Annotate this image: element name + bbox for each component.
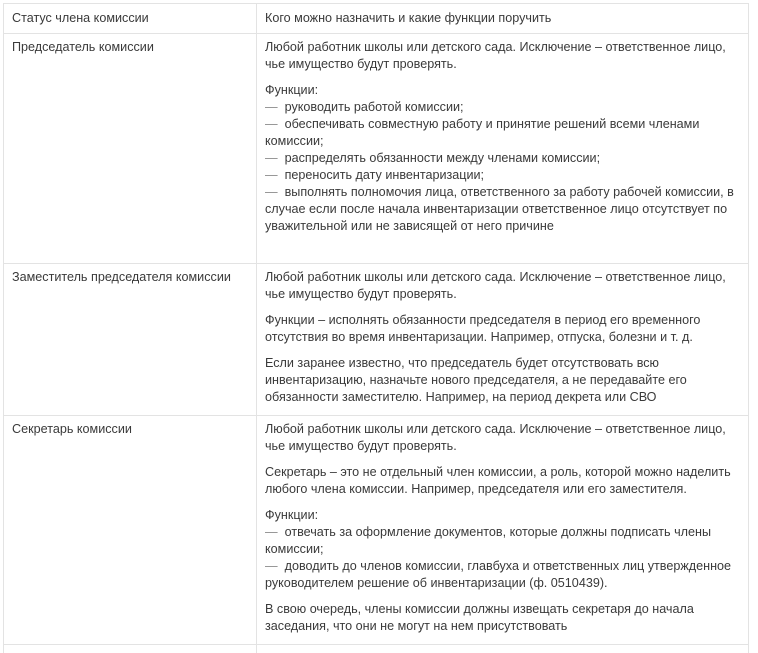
header-row <box>4 4 749 34</box>
status-cell <box>4 416 257 645</box>
table-row <box>4 34 749 264</box>
closing-text: В свою очередь, члены комиссии должны извещать секретаря до начала заседания, что они не могут на нем присутствовать <box>265 601 740 635</box>
eligibility-text: Любой работник школы или детского сада. Исключение – ответственное лицо, чье имущество будут проверять. <box>265 269 740 303</box>
status-cell <box>4 34 257 264</box>
description-cell <box>257 264 749 416</box>
list-item: — доводить до членов комиссии, главбуха и ответственных лиц утвержденное руководителем решение об инвентаризации (ф. 0510439). <box>265 558 740 592</box>
document-page <box>3 3 749 653</box>
functions-text: Функции – исполнять обязанности председателя в период его временного отсутствия во время инвентаризации. Например, отпуска, болезни и т. д. <box>265 312 740 346</box>
list-item: — выполнять полномочия лица, ответственного за работу рабочей комиссии, в случае если после начала инвентаризации ответственное лицо отсутствует по уважительной или не зависящей от него причине <box>265 184 740 235</box>
functions-block <box>265 82 740 235</box>
list-item: — переносить дату инвентаризации; <box>265 167 740 184</box>
column-header-status: Статус члена комиссии <box>4 4 257 34</box>
functions-list <box>265 99 740 235</box>
list-item: — обеспечивать совместную работу и принятие решений всеми членами комиссии; <box>265 116 740 150</box>
table-row <box>4 416 749 645</box>
status-cell <box>4 264 257 416</box>
functions-label: Функции: <box>265 82 740 99</box>
table-row <box>4 264 749 416</box>
status-label: Председатель комиссии <box>12 34 250 56</box>
status-cell <box>4 645 257 653</box>
status-label: Секретарь комиссии <box>12 416 250 438</box>
functions-block <box>265 507 740 592</box>
description-cell <box>257 416 749 645</box>
list-item: — распределять обязанности между членами комиссии; <box>265 150 740 167</box>
column-header-functions: Кого можно назначить и какие функции поручить <box>257 4 749 34</box>
functions-list <box>265 524 740 592</box>
role-text: Секретарь – это не отдельный член комиссии, а роль, которой можно наделить любого члена комиссии. Например, председателя или его заместителя. <box>265 464 740 498</box>
commission-roles-table <box>3 3 749 653</box>
status-label: Заместитель председателя комиссии <box>12 264 250 286</box>
list-item: — руководить работой комиссии; <box>265 99 740 116</box>
eligibility-text: Любой работник школы или детского сада. Исключение – ответственное лицо, чье имущество будут проверять. <box>265 421 740 455</box>
description-cell <box>257 34 749 264</box>
functions-label: Функции: <box>265 507 740 524</box>
description-cell <box>257 645 749 653</box>
note-text: Если заранее известно, что председатель будет отсутствовать всю инвентаризацию, назначьте нового председателя, а не передавайте его обязанности заместителю. Например, на период декрета или СВО <box>265 355 740 406</box>
table-row <box>4 645 749 653</box>
list-item: — отвечать за оформление документов, которые должны подписать члены комиссии; <box>265 524 740 558</box>
table-header <box>4 4 749 34</box>
eligibility-text: Любой работник школы или детского сада. Исключение – ответственное лицо, чье имущество будут проверять. <box>265 39 740 73</box>
